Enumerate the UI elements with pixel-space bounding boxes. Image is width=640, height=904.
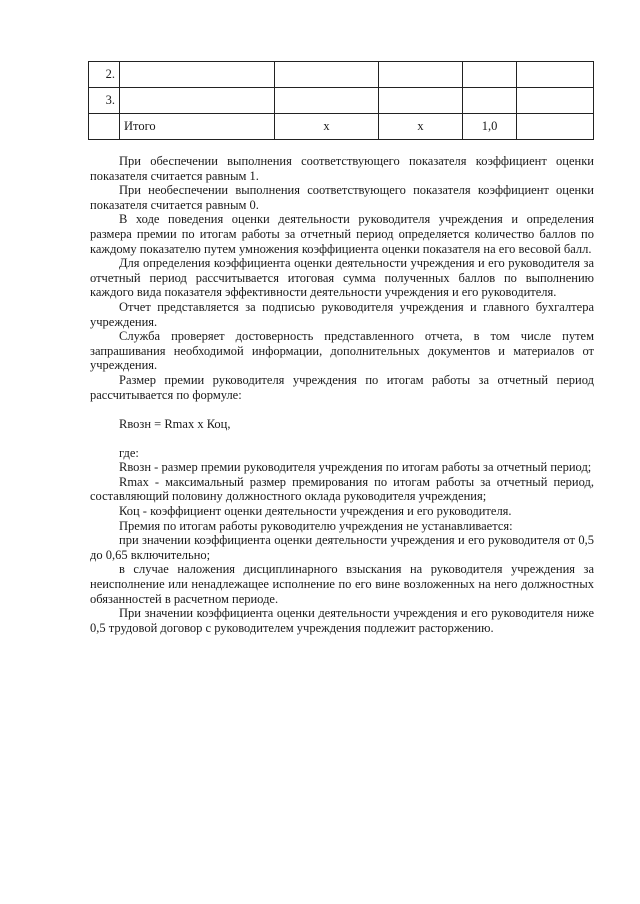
table-cell: х: [379, 114, 463, 140]
table-cell: [275, 62, 379, 88]
total-label: Итого: [120, 114, 275, 140]
table-total-row: [89, 114, 594, 140]
table-cell: [463, 62, 517, 88]
paragraph: Для определения коэффициента оценки деятельности учреждения и его руководителя за отчетный период рассчитывается итоговая сумма полученных баллов по выполнению каждого вида показателя эффективности деятельности учреждения и его руководителя.: [90, 256, 594, 300]
indicator-name: [120, 88, 275, 114]
total-weight-value: 1,0: [463, 114, 517, 140]
bonus-formula: Rвозн = Rmax x Коц,: [119, 417, 231, 432]
table-cell: [275, 88, 379, 114]
indicator-table: [88, 61, 594, 140]
definition-rvozn: Rвозн - размер премии руководителя учреждения по итогам работы за отчетный период;: [119, 460, 592, 475]
paragraph: Премия по итогам работы руководителю учреждения не устанавливается:: [119, 518, 513, 533]
paragraph: Отчет представляется за подписью руководителя учреждения и главного бухгалтера учреждения.: [90, 299, 594, 329]
paragraph: при значении коэффициента оценки деятельности учреждения и его руководителя от 0,5 до 0,65 включительно;: [90, 533, 594, 562]
paragraph: При необеспечении выполнения соответствующего показателя коэффициент оценки показателя считается равным 0.: [90, 183, 594, 212]
paragraph: При значении коэффициента оценки деятельности учреждения и его руководителя ниже 0,5 трудовой договор с руководителем учреждения подлежит расторжению.: [90, 606, 594, 635]
paragraph: Размер премии руководителя учреждения по итогам работы за отчетный период рассчитывается по формуле:: [90, 372, 594, 402]
row-number: 2.: [89, 62, 120, 88]
table-cell: [379, 88, 463, 114]
table-row: [89, 62, 594, 88]
table-row: [89, 88, 594, 114]
paragraph: Служба проверяет достоверность представленного отчета, в том числе путем запрашивания необходимой информации, дополнительных документов и материалов от учреждения.: [90, 329, 594, 373]
row-number: [89, 114, 120, 140]
paragraph: При обеспечении выполнения соответствующего показателя коэффициент оценки показателя считается равным 1.: [90, 154, 594, 183]
formula-where: где:: [119, 445, 139, 460]
indicator-name: [120, 62, 275, 88]
table-cell: [517, 88, 594, 114]
table-cell: [379, 62, 463, 88]
paragraph: в случае наложения дисциплинарного взыскания на руководителя учреждения за неисполнение или ненадлежащее исполнение по его вине возложенных на него должностных обязанностей в расчетном периоде.: [90, 562, 594, 606]
paragraph: В ходе поведения оценки деятельности руководителя учреждения и определения размера премии по итогам работы за отчетный период определяется количество баллов по каждому показателю путем умножения коэффициента оценки показателя на его весовой балл.: [90, 212, 594, 256]
table-cell: [463, 88, 517, 114]
definition-rmax: Rmax - максимальный размер премирования по итогам работы за отчетный период, составляющий половину должностного оклада руководителя учреждения;: [90, 474, 594, 504]
table-cell: [517, 62, 594, 88]
definition-koc: Коц - коэффициент оценки деятельности учреждения и его руководителя.: [119, 504, 512, 519]
document-body: [90, 154, 594, 635]
table-cell: х: [275, 114, 379, 140]
table-cell: [517, 114, 594, 140]
row-number: 3.: [89, 88, 120, 114]
